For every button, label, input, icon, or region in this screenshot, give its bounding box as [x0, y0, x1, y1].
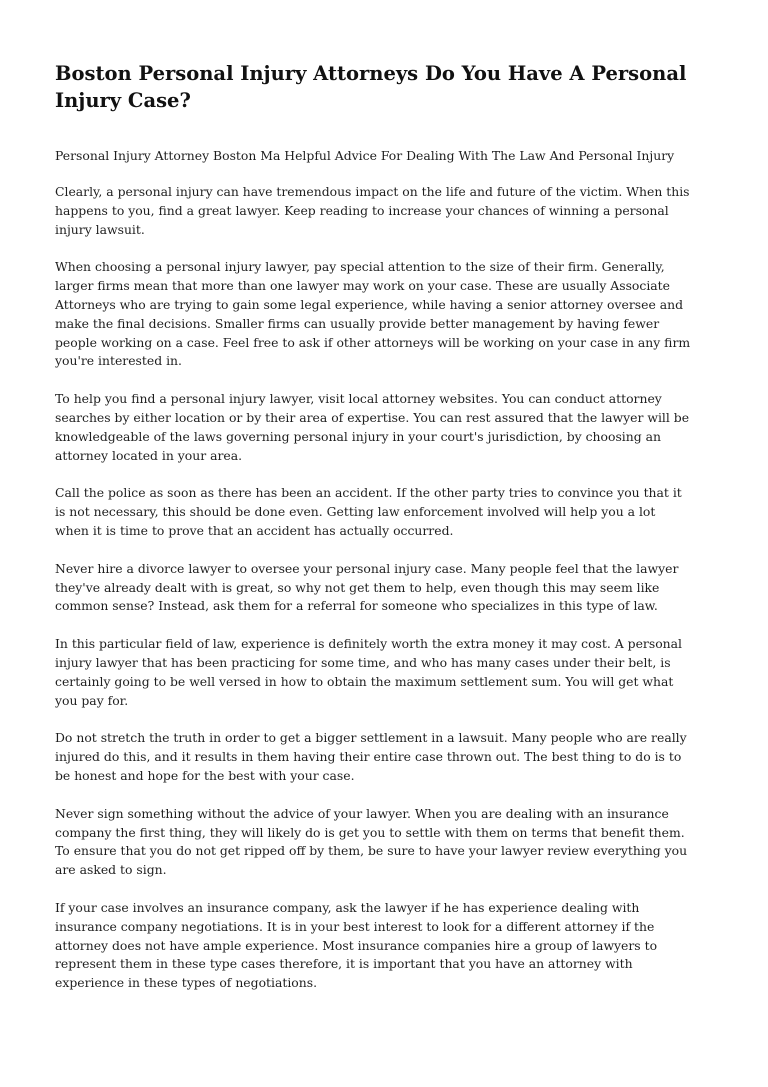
paragraph-line: injury lawyer that has been practicing for some time, and who has many cases under their belt, is: [55, 654, 671, 670]
paragraph-line: common sense? Instead, ask them for a referral for someone who specializes in this type of law.: [55, 598, 658, 614]
document-subtitle: Personal Injury Attorney Boston Ma Helpful Advice For Dealing With The Law And Personal Injury: [55, 148, 675, 163]
body-paragraph: [55, 258, 715, 371]
paragraph-line: Never sign something without the advice of your lawyer. When you are dealing with an insurance: [55, 805, 669, 821]
body-paragraph: [55, 560, 715, 616]
paragraph-line: To help you find a personal injury lawyer, visit local attorney websites. You can conduct attorney: [55, 391, 662, 407]
paragraph-line: Attorneys who are trying to gain some legal experience, while having a senior attorney oversee and: [55, 296, 684, 312]
body-paragraph: [55, 484, 715, 540]
paragraph-line: searches by either location or by their area of expertise. You can rest assured that the lawyer will be: [55, 409, 690, 425]
paragraph-line: they've already dealt with is great, so why not get them to help, even though this may seem like: [55, 579, 660, 595]
paragraph-line: insurance company negotiations. It is in your best interest to look for a different attorney if the: [55, 918, 655, 934]
body-paragraph: [55, 390, 715, 465]
paragraph-line: be honest and hope for the best with your case.: [55, 767, 355, 783]
paragraph-line: Do not stretch the truth in order to get a bigger settlement in a lawsuit. Many people who are really: [55, 730, 687, 746]
paragraph-line: Never hire a divorce lawyer to oversee your personal injury case. Many people feel that the lawyer: [55, 560, 679, 576]
body-paragraph: [55, 729, 715, 785]
paragraph-line: injury lawsuit.: [55, 221, 145, 237]
paragraph-line: people working on a case. Feel free to ask if other attorneys will be working on your case in any firm: [55, 334, 691, 350]
paragraph-line: company the first thing, they will likely do is get you to settle with them on terms that benefit them.: [55, 824, 685, 840]
paragraph-line: If your case involves an insurance company, ask the lawyer if he has experience dealing with: [55, 899, 640, 915]
paragraph-line: larger firms mean that more than one lawyer may work on your case. These are usually Associate: [55, 278, 670, 294]
paragraph-line: experience in these types of negotiations.: [55, 975, 318, 991]
document-title: [55, 60, 715, 114]
body-paragraph: [55, 805, 715, 880]
paragraph-line: attorney located in your area.: [55, 447, 243, 463]
paragraph-line: you're interested in.: [55, 353, 182, 369]
body-paragraph: [55, 635, 715, 710]
paragraph-line: Clearly, a personal injury can have tremendous impact on the life and future of the victim. When this: [55, 184, 690, 199]
paragraph-line: make the final decisions. Smaller firms can usually provide better management by having fewer: [55, 315, 660, 331]
paragraph-line: When choosing a personal injury lawyer, pay special attention to the size of their firm. Generally,: [55, 259, 665, 275]
title-line: Boston Personal Injury Attorneys Do You Have A Personal: [55, 62, 687, 85]
paragraph-line: when it is time to prove that an accident has actually occurred.: [55, 522, 454, 538]
title-line: Injury Case?: [55, 89, 191, 112]
body-paragraph: [55, 183, 715, 239]
paragraph-line: are asked to sign.: [55, 862, 167, 878]
paragraph-line: To ensure that you do not get ripped off by them, be sure to have your lawyer review everything you: [55, 843, 688, 859]
paragraph-line: you pay for.: [55, 692, 129, 708]
paragraph-line: represent them in these type cases therefore, it is important that you have an attorney with: [55, 956, 633, 972]
body-paragraph: [55, 899, 715, 993]
paragraph-line: attorney does not have ample experience. Most insurance companies hire a group of lawyers to: [55, 937, 658, 953]
document-page: [55, 60, 715, 1012]
paragraph-line: knowledgeable of the laws governing personal injury in your court's jurisdiction, by choosing an: [55, 428, 661, 444]
paragraph-line: injured do this, and it results in them having their entire case thrown out. The best thing to do is to: [55, 749, 682, 765]
paragraph-line: certainly going to be well versed in how to obtain the maximum settlement sum. You will get what: [55, 673, 674, 689]
paragraph-line: Call the police as soon as there has been an accident. If the other party tries to convince you that it: [55, 485, 682, 501]
paragraph-line: is not necessary, this should be done even. Getting law enforcement involved will help you a lot: [55, 504, 656, 520]
document-body: [55, 183, 715, 993]
paragraph-line: happens to you, find a great lawyer. Keep reading to increase your chances of winning a personal: [55, 202, 669, 218]
paragraph-line: In this particular field of law, experience is definitely worth the extra money it may cost. A personal: [55, 636, 682, 652]
